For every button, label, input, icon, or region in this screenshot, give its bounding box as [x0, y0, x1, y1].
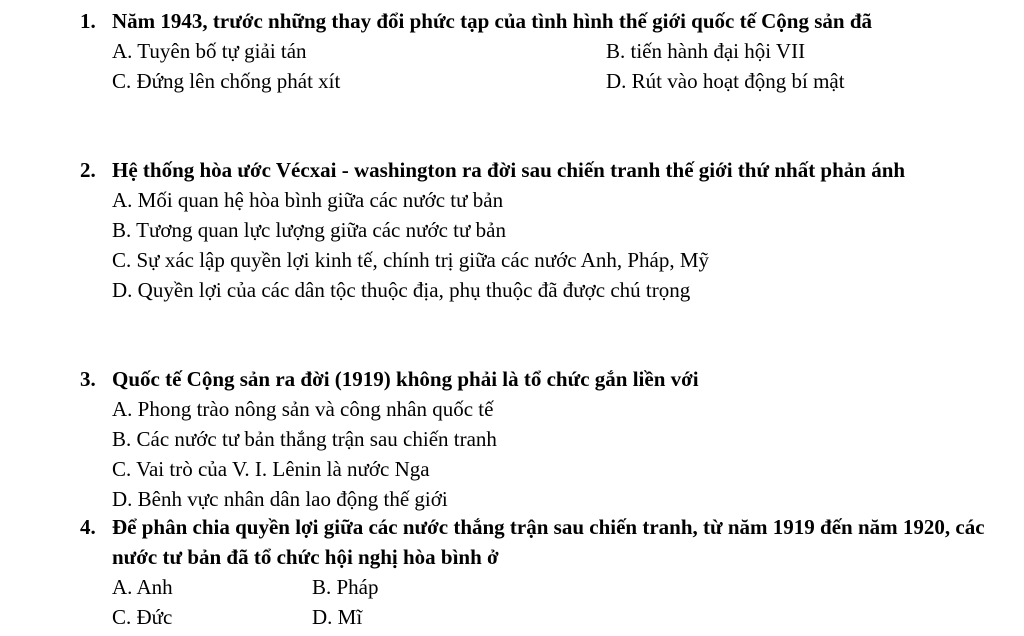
option-d: D. Rút vào hoạt động bí mật [606, 69, 845, 93]
option-a: A. Phong trào nông sản và công nhân quốc tế [112, 397, 494, 421]
option-row [112, 36, 1000, 66]
option-c: C. Sự xác lập quyền lợi kinh tế, chính trị giữa các nước Anh, Pháp, Mỹ [112, 248, 710, 272]
question-text: Năm 1943, trước những thay đổi phức tạp của tình hình thế giới quốc tế Cộng sản đã [112, 9, 873, 33]
option-d: D. Bênh vực nhân dân lao động thế giới [112, 487, 448, 511]
answer-options [112, 36, 1000, 96]
question-3 [80, 364, 1000, 514]
option-d: D. Quyền lợi của các dân tộc thuộc địa, phụ thuộc đã được chú trọng [112, 278, 691, 302]
option-b: B. Tương quan lực lượng giữa các nước tư bản [112, 218, 506, 242]
question-number: 4. [80, 515, 96, 539]
answer-options [112, 185, 1000, 305]
question-2-header [80, 155, 1000, 185]
question-number: 3. [80, 367, 96, 391]
answer-options [112, 394, 1000, 514]
option-c: C. Vai trò của V. I. Lênin là nước Nga [112, 457, 430, 481]
question-number: 1. [80, 9, 96, 33]
option-c: C. Đứng lên chống phát xít [112, 69, 341, 93]
option-a: A. Tuyên bố tự giải tán [112, 39, 307, 63]
option-d: D. Mĩ [312, 605, 363, 629]
question-1-header [80, 6, 1000, 36]
option-b: B. Các nước tư bản thắng trận sau chiến tranh [112, 427, 497, 451]
question-text: Hệ thống hòa ước Vécxai - washington ra đời sau chiến tranh thế giới thứ nhất phản ánh [112, 158, 906, 182]
question-number: 2. [80, 158, 96, 182]
option-a: A. Mối quan hệ hòa bình giữa các nước tư bản [112, 188, 504, 212]
option-c: C. Đức [112, 605, 173, 629]
question-text: Để phân chia quyền lợi giữa các nước thắng trận sau chiến tranh, từ năm 1919 đến năm 1920, các nước tư bản đã tổ chức hội nghị hòa bình ở [112, 515, 985, 569]
option-a: A. Anh [112, 575, 173, 599]
question-3-header [80, 364, 1000, 394]
question-1 [80, 6, 1000, 96]
option-row [112, 572, 1000, 602]
option-b: B. Pháp [312, 575, 379, 599]
option-row [112, 66, 1000, 96]
answer-options [112, 572, 1000, 632]
option-row [112, 602, 1000, 632]
question-4-header [80, 512, 1000, 572]
option-b: B. tiến hành đại hội VII [606, 39, 806, 63]
question-4 [80, 512, 1000, 632]
question-2 [80, 155, 1000, 305]
question-text: Quốc tế Cộng sản ra đời (1919) không phải là tổ chức gắn liền với [112, 367, 699, 391]
